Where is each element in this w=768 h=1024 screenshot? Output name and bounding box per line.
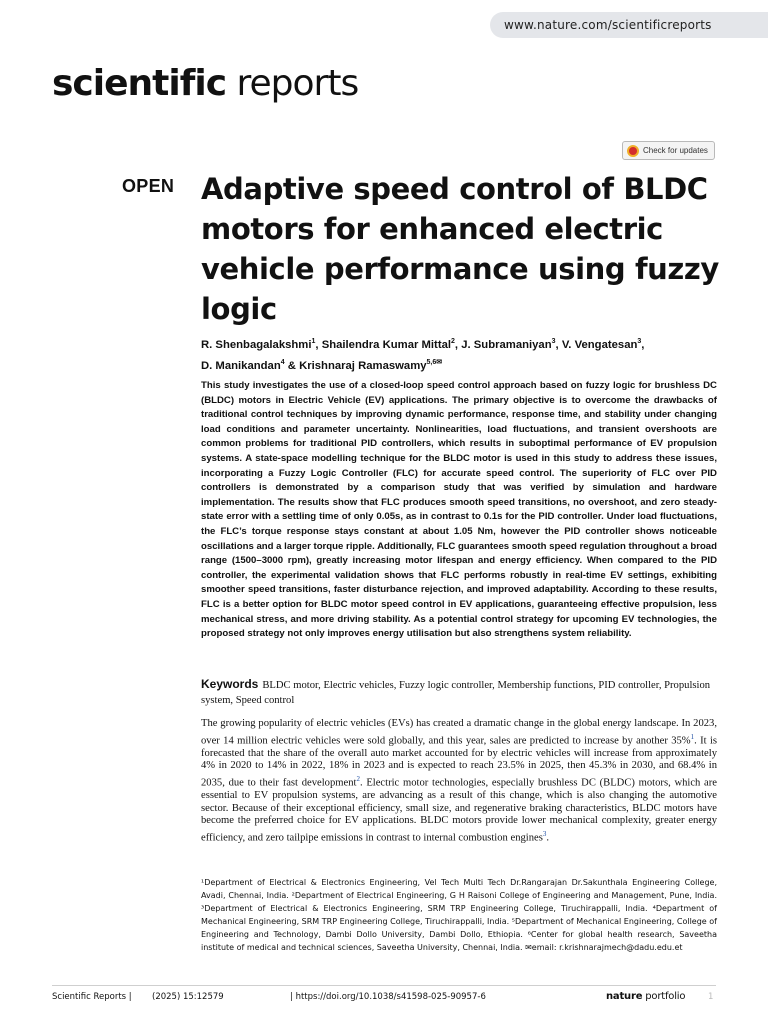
author-separator: , (315, 338, 322, 351)
check-updates-label: Check for updates (643, 146, 708, 155)
crossmark-icon (627, 145, 639, 157)
citation-link[interactable]: 1 (690, 732, 695, 741)
citation-link[interactable]: 3 (542, 829, 547, 838)
keywords-heading: Keywords (201, 677, 259, 691)
journal-url[interactable]: www.nature.com/scientificreports (490, 12, 768, 38)
journal-masthead (52, 63, 359, 104)
intro-text: . Electric motor technologies, especially brushless DC (BLDC) motors, which are essential to EV propulsion systems, are advancing as a result of this change, which is also changing the automotive sector. Because of their exceptional efficiency, small size, and regenerative braking characteristics, BLDC motors have become the preferred choice for EV applications. BLDC motors provide lower mechanical complexity, greater energy efficiency, and zero tailpipe emissions in contrast to internal combustion engines (201, 777, 717, 844)
footer-divider (52, 985, 716, 986)
author-name[interactable]: J. Subramaniyan (461, 338, 552, 351)
check-updates-button[interactable] (622, 141, 715, 160)
citation-link[interactable]: 2 (356, 774, 360, 783)
keywords-list: BLDC motor, Electric vehicles, Fuzzy logic controller, Membership functions, PID controller, Propulsion system, Speed control (201, 680, 711, 706)
author-separator: & (284, 359, 300, 372)
footer-citation: (2025) 15:12579 (152, 992, 224, 1002)
author-list (201, 333, 721, 375)
brand-bold: nature (606, 991, 643, 1002)
author-name[interactable]: D. Manikandan (201, 359, 281, 372)
page-number: 1 (708, 992, 714, 1002)
masthead-bold: scientific (52, 63, 227, 104)
intro-text: . (546, 832, 550, 844)
keywords-section (201, 677, 717, 708)
author-affiliation-mark: 4 (280, 358, 285, 366)
affiliations: ¹Department of Electrical & Electronics Engineering, Vel Tech Multi Tech Dr.Rangarajan Dr.Sakunthala Engineering College, Avadi, Chennai, India. ²Department of Electrical Engineering, G H Raisoni College of Engineering and Management, Pune, India. ³Department of Electrical & Electronics Engineering, SRM TRP Engineering College, Tiruchirappalli, India. ⁴Department of Mechanical Engineering, SRM TRP Engineering College, Tiruchirappalli, India. ⁵Department of Mechanical Engineering, College of Engineering and Technology, Dambi Dollo University, Dambi Dollo, Ethiopia. ⁶Center for global health research, Saveetha institute of medical and technical sciences, Saveetha University, Chennai, India. ✉email: r.krishnarajmech@dadu.edu.et (201, 878, 717, 952)
author-name[interactable]: R. Shenbagalakshmi (201, 338, 312, 351)
page-footer (52, 992, 716, 1006)
brand-regular: portfolio (642, 991, 686, 1002)
abstract: This study investigates the use of a closed-loop speed control approach based on fuzzy logic for brushless DC (BLDC) motors in Electric Vehicle (EV) applications. The primary objective is to overcome the drawbacks of traditional control techniques by improving dynamic performance, response time, and stability under changing load conditions and parameter uncertainty. Nonlinearities, load fluctuations, and transient overshoots are common problems for traditional PID controllers, which results in suboptimal performance of EV propulsion systems. A state-space modelling technique for the BLDC motor is used in this study to address these issues, incorporating a Fuzzy Logic Controller (FLC) for accurate speed control. The superiority of FLC over PID controllers is demonstrated by a comparison study that was verified by simulation and hardware implementation. The results show that FLC produces smooth speed transitions, no overshoot, and zero steady-state error with a settling time of only 0.05s, as in contrast to 0.1s for the PID controller. Under load fluctuations, the FLC’s torque response stays constant at about 1.05 Nm, however the PID controller shows noticeable oscillations and a larger torque ripple. Additionally, FLC guarantees smooth speed regulation throughout a broad range (1500–3000 rpm), greatly increasing motor lifespan and energy efficiency. When compared to the PID controller, the experimental validation shows that FLC performs robustly in real-time EV settings, exhibiting smoother speed transitions, faster disturbance rejection, and improved adaptability. According to these results, FLC is a better option for BLDC motor speed control in EV applications, guaranteeing effective propulsion, less mechanical stress, and more driving stability. As a potential control strategy for upcoming EV technologies, the proposed strategy not only improves energy utilisation but also strengthens system reliability. (201, 380, 717, 640)
author-name[interactable]: Krishnaraj Ramaswamy (299, 359, 427, 372)
author-separator: , (454, 338, 462, 351)
author-separator: , (555, 338, 562, 351)
author-separator: , (641, 338, 645, 351)
author-affiliation-mark: 3 (637, 338, 642, 345)
masthead-regular: reports (226, 63, 359, 104)
author-name[interactable]: V. Vengatesan (561, 338, 638, 351)
nature-portfolio-logo (606, 991, 685, 1002)
author-affiliation-mark[interactable]: 5,6✉ (426, 358, 443, 366)
author-affiliation-mark: 1 (311, 338, 316, 345)
intro-paragraph (201, 718, 717, 845)
article-title: Adaptive speed control of BLDC motors for enhanced electric vehicle performance using fuzzy logic (201, 172, 719, 326)
footer-doi-link[interactable]: | https://doi.org/10.1038/s41598-025-90957-6 (290, 992, 486, 1002)
author-affiliation-mark: 2 (451, 338, 455, 345)
open-access-label: OPEN (122, 176, 175, 196)
footer-journal: Scientific Reports | (52, 992, 132, 1002)
intro-text: . It is forecasted that the share of the overall auto market accounted for by electric vehicles will increase from approximately 4% in 2020 to 14% in 2022, 18% in 2023 and is expected to reach 23.5% in 2025, then 45.3% in 2030, and 68.4% in 2035, due to their fast development (201, 735, 718, 789)
author-name[interactable]: Shailendra Kumar Mittal (321, 338, 452, 351)
author-affiliation-mark: 3 (551, 338, 556, 345)
intro-text: The growing popularity of electric vehicles (EVs) has created a dramatic change in the global energy landscape. In 2023, over 14 million electric vehicles were sold globally, and this year, sales are predicted to increase by another 35% (201, 718, 717, 747)
